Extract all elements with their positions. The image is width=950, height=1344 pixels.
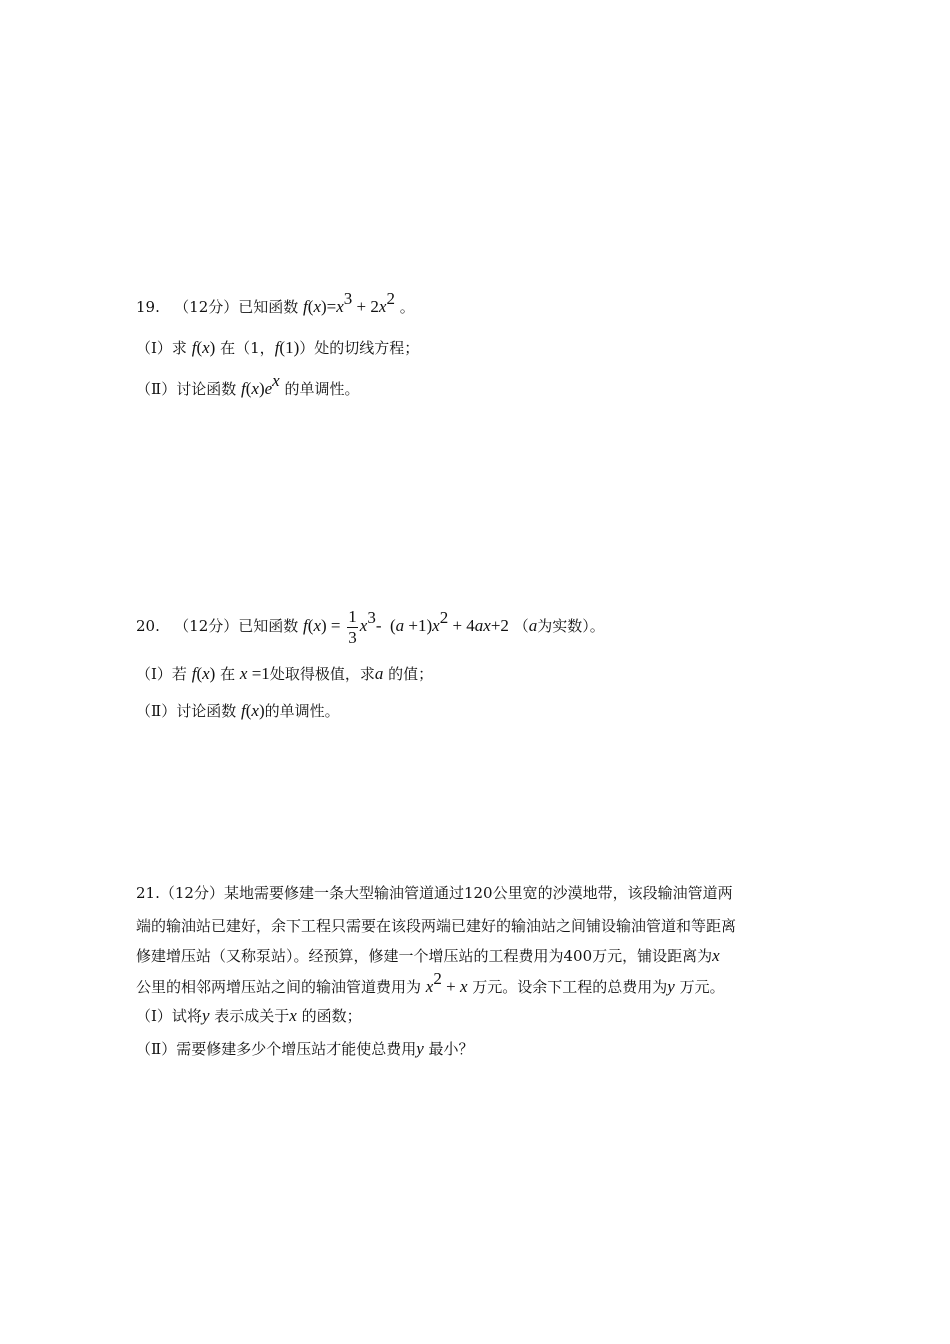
q21-part1-mid: 表示成关于 [214, 1007, 290, 1025]
q21-part2-label: （Ⅱ）需要修建多少个增压站才能使总费用 [136, 1040, 417, 1058]
q21-line2: 端的输油站已建好，余下工程只需要在该段两端已建好的输油站之间铺设输油管道和等距离 [136, 917, 737, 935]
q19-part1-mid: 在 [220, 339, 236, 357]
q21-line4-b: 万元。设余下工程的总费用为 [472, 978, 668, 996]
q20-paren-text: 为实数）。 [537, 617, 605, 635]
q20-part2: （Ⅱ）讨论函数 f(x)的单调性。 [136, 701, 340, 720]
q21-part2-end: 最小？ [428, 1040, 474, 1058]
q20-part1-mid: 在 [220, 665, 236, 683]
q20-part2-end: 的单调性。 [264, 702, 340, 720]
q21-line4: 公里的相邻两增压站之间的输油管道费用为 $x^2 + x$ 万元。设余下工程的总费用为y 万元。 [136, 969, 725, 996]
q19-end: 。 [399, 298, 415, 316]
q20-part1-text: 处取得极值，求 [269, 665, 375, 683]
q20-score: （12分）已知函数 [174, 617, 299, 635]
q21-line4-c: 万元。 [679, 978, 725, 996]
q20-part2-label: （Ⅱ）讨论函数 [136, 702, 237, 720]
q19-part1-close: ）处的切线方程； [299, 339, 420, 357]
q21-line4-a: 公里的相邻两增压站之间的输油管道费用为 [136, 978, 422, 996]
q19-function: f [303, 297, 308, 316]
q19-part1-open: （1， [235, 339, 275, 357]
q19-part2: （Ⅱ）讨论函数 $f(x)e^x$ 的单调性。 [136, 371, 360, 398]
q20-part1: （Ⅰ）若 f(x) 在 x =1处取得极值，求a 的值； [136, 664, 434, 683]
q21-part1-label: （Ⅰ）试将 [136, 1007, 202, 1025]
q19-score: （12分）已知函数 [174, 298, 299, 316]
q21-part1-end: 的函数； [301, 1007, 362, 1025]
q21-part2: （Ⅱ）需要修建多少个增压站才能使总费用y 最小？ [136, 1039, 474, 1058]
q19-number: 19. [136, 298, 160, 316]
q21-line3: 修建增压站（又称泵站）。经预算，修建一个增压站的工程费用为400万元，铺设距离为x [136, 946, 720, 965]
q19-part2-label: （Ⅱ）讨论函数 [136, 380, 237, 398]
q19-part1: （Ⅰ）求 f(x) 在（1，f(1)）处的切线方程； [136, 338, 420, 357]
q20-part1-end: 的值； [388, 665, 434, 683]
q21-line1: 21.（12分）某地需要修建一条大型输油管道通过120公里宽的沙漠地带，该段输油管道两 [136, 884, 733, 902]
q19-stem: 19. （12分）已知函数 $f(x)=x^3 + 2x^2$ 。 [136, 289, 415, 316]
q20-stem: 20. （12分）已知函数 f(x) = $\frac{1}{3}$ $x^3-$ $(a +1)x^2 + 4ax+2$ （a为实数）。 [136, 606, 605, 647]
q21-line3-text: 修建增压站（又称泵站）。经预算，修建一个增压站的工程费用为400万元，铺设距离为 [136, 947, 713, 965]
q21-part1: （Ⅰ）试将y 表示成关于x 的函数； [136, 1006, 362, 1025]
q20-paren-open: （ [513, 617, 529, 635]
q20-fraction: $\frac{1}{3}$ [348, 606, 357, 647]
q19-part1-label: （Ⅰ）求 [136, 339, 187, 357]
q20-number: 20. [136, 617, 160, 635]
q20-part1-label: （Ⅰ）若 [136, 665, 187, 683]
q19-part2-end: 的单调性。 [284, 380, 360, 398]
